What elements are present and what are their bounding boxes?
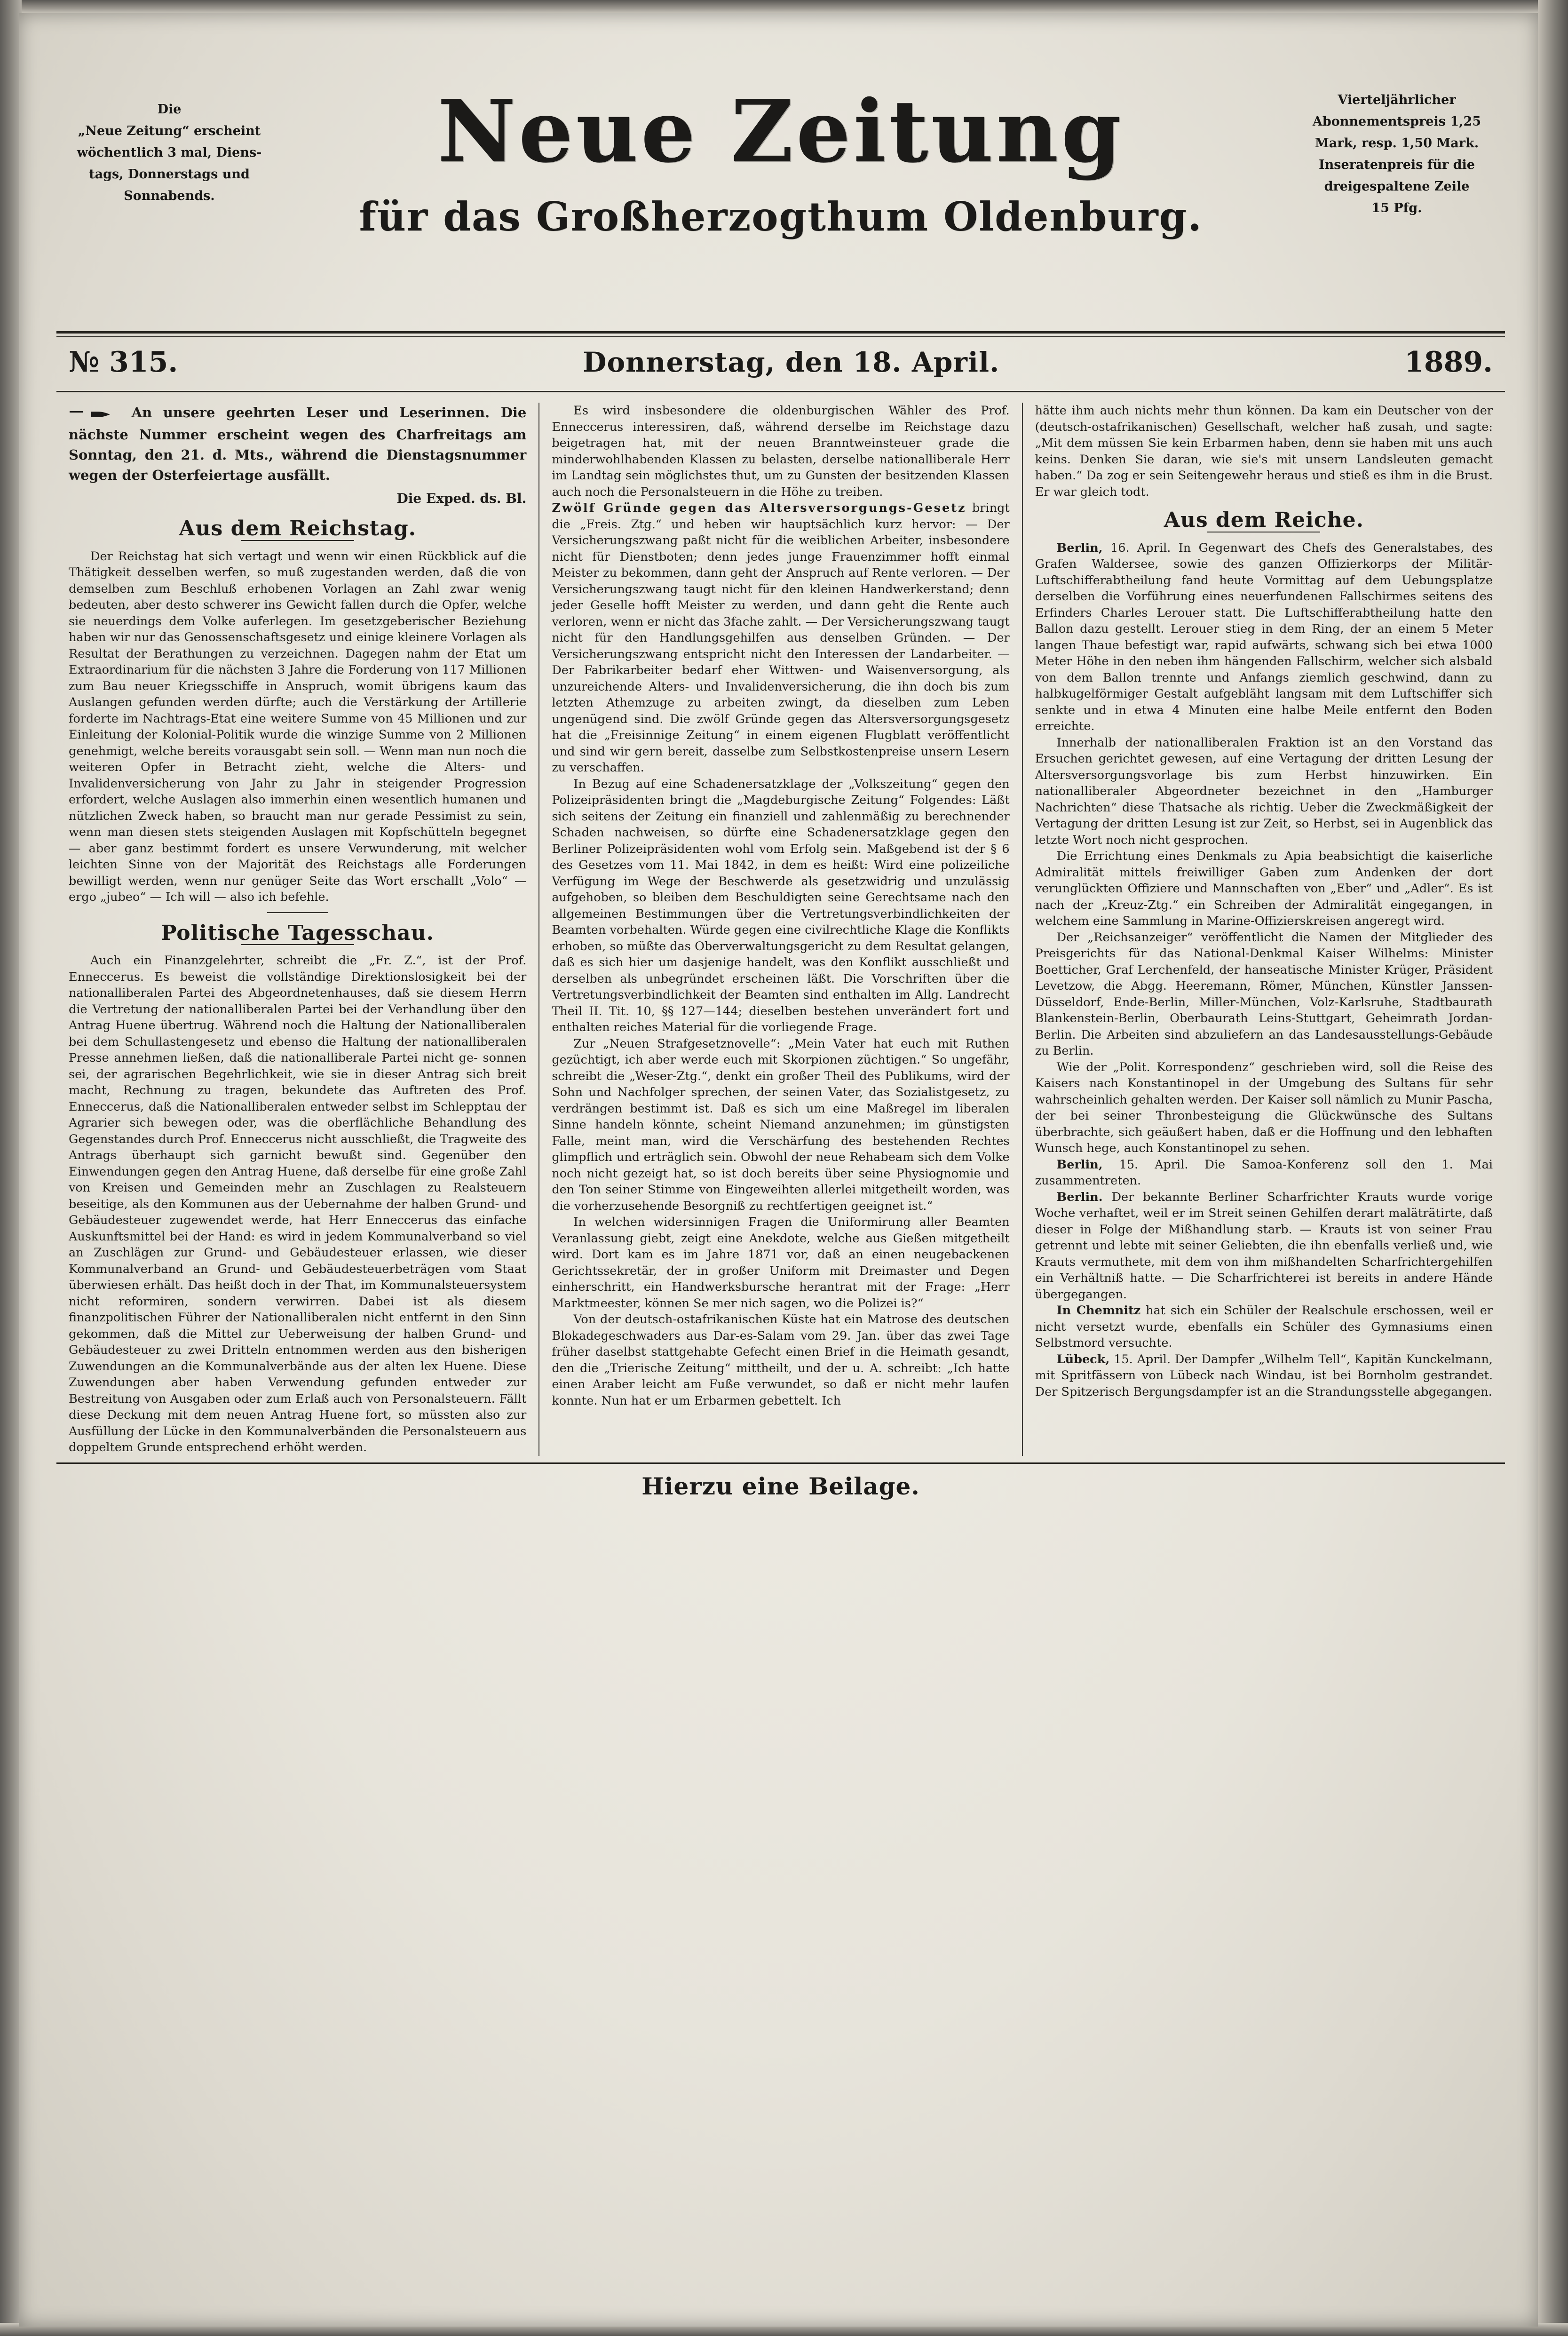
mid-paragraph-1: Es wird insbesondere die oldenburgischen Wähler des Prof. Enneccerus interessiren, daß, während derselbe im Reichstage dazu beigetragen hat, mit der neuen Branntweinsteuer grade die minderwohlhabenden Klassen zu belasten, derselbe nationalliberale Herr im Landtag sein möglichstes thut, um zu Gunsten der besitzenden Klassen auch noch die Personalsteuern in die Höhe zu treiben. [552,404,1010,499]
reader-notice-text: Die nächste Nummer erscheint wegen des Charfreitags am Sonntag, den 21. d. Mts., während die Dienstagsnummer wegen der Osterfeiertage ausfällt. [69,405,527,483]
right-paragraph-8: Der bekannte Berliner Scharfrichter Krauts wurde vorige Woche verhaftet, weil er im Streit seinen Gehilfen derart maläträtirte, daß dieser in Folge der Mißhandlung starb. — Krauts ist von seiner Frau getrennt und lebte mit seiner Geliebten, die ihn ebenfalls verließ und, wie Krauts vermuthete, mit dem von ihm mißhandelten Scharfrichtergehilfen ein Verhältniß hatte. — Die Scharfrichterei ist bereits in andere Hände übergegangen. [1035,1190,1493,1302]
price-line-5: dreigespaltene Zeile [1324,179,1470,194]
scan-edge-top [0,0,1568,14]
mid-paragraph-6: Von der deutsch-ostafrikanischen Küste hat ein Matrose des deutschen Blokadegeschwaders aus Dar-es-Salam vom 29. Jan. über das zwei Tage früher daselbst stattgehabte Gefecht einen Brief in die Heimath gesandt, den die „Trierische Zeitung“ mittheilt, und der u. A. schreibt: „Ich hatte einen Araber leicht am Fuße verwundet, so daß er nicht mehr laufen konnte. Nun hat er um Erbarmen gebettelt. Ich [552,1312,1010,1408]
mid-subheading-1 [552,500,1009,776]
issue-year: 1889. [1404,346,1493,379]
dateline-date-2: 15. April. [1119,1157,1188,1172]
right-news-item-2 [1035,1157,1493,1189]
scan-edge-right [1538,0,1568,2336]
mid-paragraph-4: Zur „Neuen Strafgesetznovelle“: „Mein Vater hat euch mit Ruthen gezüchtigt, ich aber werde euch mit Skorpionen züchtigen.“ So ungefähr, schreibt die „Weser-Ztg.“, denkt ein großer Theil des Publikums, wird der Sohn und Nachfolger sprechen, der seinen Vater, das Sozialistgesetz, zu verdrängen bestimmt ist. Daß es sich um eine Maßregel im liberalen Sinne handeln könnte, scheint Niemand anzunehmen; im günstigsten Falle, meint man, wird die Verschärfung des bestehenden Rechtes glimpflich und erträglich sein. Obwohl der neue Rehabeam sich dem Volke noch nicht gezeigt hat, so ist doch bereits über seine Physiognomie und den Ton seiner Stimme von Eingeweihten allerlei mitgetheilt worden, was die vorherzusehende Besorgniß zu rechtfertigen geeignet ist.“ [552,1036,1010,1213]
dateline-city-1: Berlin, [1056,540,1103,555]
tagesschau-paragraph-1: Auch ein Finanzgelehrter, schreibt die „Fr. Z.“, ist der Prof. Enneccerus. Es beweist die vollständige Direktionslosigkeit bei der nationalliberalen Partei des Abgeordnetenhauses, daß sie diesem Herrn die Vertretung der nationalliberalen Partei bei der Verhandlung über den Antrag Huene übertrug. Während noch die Haltung der Nationalliberalen bei dem Schullastengesetz und ebenso die Haltung der nationalliberalen Presse annehmen ließen, daß die nationalliberale Partei nicht ge- sonnen sei, der agrarischen Begehrlichkeit, wie sie in dieser Antrag sich breit macht, Rechnung zu tragen, bekundete das Auftreten des Prof. Enneccerus, daß die Nationalliberalen entweder selbst im Schlepptau der Agrarier sich bewegen oder, was die oberflächliche Behandlung des Gegenstandes durch Prof. Enneccerus nicht ausschließt, die Tragweite des Antrags überhaupt sich garnicht bewußt sind. Gegenüber den Einwendungen gegen den Antrag Huene, daß derselbe für eine große Zahl von Kreisen und Gemeinden mehr an Zuschlagen zu Realsteuern beseitige, als den Kommunen aus der Uebernahme der halben Grund- und Gebäudesteuer zugewendet werde, hat Herr Enneccerus das einfache Auskunftsmittel bei der Hand: es wird in jedem Kommunalverband so viel an Zuschlägen zur Grund- und Gebäudesteuer erlassen, wie dieser Kommunalverband an Grund- und Gebäudesteuerbeträgen vom Staat überwiesen erhält. Das heißt doch in der That, im Kommunalsteuersystem nicht reformiren, sondern verwirren. Dabei ist als diesem finanzpolitischen Führer der Nationalliberalen nicht entfernt in den Sinn gekommen, daß die Mittel zur Ueberweisung der halben Grund- und Gebäudesteuer zu zwei Dritteln entnommen werden aus den bisherigen Zuwendungen an die Kommunalverbände aus der alten lex Huene. Diese Zuwendungen aber haben Verwendung gefunden entweder zur Bestreitung von Ausgaben oder zum Erlaß auch von Personalsteuern. Fällt diese Deckung mit dem neuen Antrag Huene fort, so müssten also zur Ausfüllung der Lücke in den Kommunalverbänden die Personalsteuern aus doppeltem Grunde entsprechend erhöht werden. [69,953,527,1454]
schedule-line-2: „Neue Zeitung“ erscheint [78,124,261,138]
right-paragraph-4: Die Errichtung eines Denkmals zu Apia beabsichtigt die kaiserliche Admiralität mittels freiwilliger Gaben zum Andenken der dort verunglückten Offiziere und Mannschaften von „Eber“ und „Adler“. Es ist nach der „Kreuz-Ztg.“ ein Schreiben der Admiralität eingegangen, in welchem eine Sammlung in Marine-Offizierskreisen angeregt wird. [1035,849,1493,928]
subscription-price-note [1303,89,1491,219]
right-paragraph-7: Die Samoa-Konferenz soll den 1. Mai zusammentreten. [1035,1157,1493,1188]
price-line-6: 15 Pfg. [1371,201,1422,215]
right-news-item-1 [1035,540,1493,735]
column-left [56,403,539,1456]
newspaper-content [56,71,1505,1503]
schedule-line-1: Die [157,102,182,117]
dateline-city-3: Berlin. [1056,1190,1103,1204]
supplement-notice: Hierzu eine Beilage. [56,1462,1505,1503]
right-paragraph-2: In Gegenwart des Chefs des Generalstabes, des Grafen Waldersee, sowie des ganzen Offizierkorps der Militär-Luftschifferabtheilung fand heute Vormittag auf dem Uebungsplatze derselben die Vorführung eines neuerfundenen Fallschirmes seitens des Erfinders Charles Lerouer statt. Die Luftschifferabtheilung hatte den Ballon dazu gestellt. Lerouer stieg in dem Ring, der an einem 5 Meter langen Thaue befestigt war, rapid aufwärts, schwang sich bei etwa 1000 Meter Höhe in den neben ihm hängenden Fallschirm, welcher sich alsbald von dem Ballon trennte und Anfangs ziemlich geschwind, dann zu halbkugelförmiger Gestalt aufgebläht langsam mit dem Luftschiffer sich senkte und in etwa 4 Minuten eine halbe Meile entfernt den Boden erreichte. [1035,540,1493,733]
dateline-date-1: 16. April. [1110,540,1171,555]
masthead-rule-thick [56,331,1505,334]
newspaper-title: Neue Zeitung [437,81,1124,182]
right-paragraph-10: Der Dampfer „Wilhelm Tell“, Kapitän Kunckelmann, mit Spritfässern von Lübeck nach Windau, ist bei Bornholm gestrandet. Der Spitzerisch Bergungsdampfer ist an die Strandungsstelle abgegangen. [1035,1352,1493,1399]
article-columns [56,391,1505,1456]
section-heading-reichstag: Aus dem Reichstag. [179,516,416,540]
right-paragraph-3: Innerhalb der nationalliberalen Fraktion ist an den Vorstand das Ersuchen gerichtet gewesen, auf eine Vertagung der dritten Lesung der Altersversorgungsvorlage bis zum Herbst hinzuwirken. Ein nationalliberaler Abgeordneter bezeichnet in den „Hamburger Nachrichten“ diese Thatsache als richtig. Ueber die Zweckmäßigkeit der Vertagung der dritten Lesung ist zur Zeit, so Herbst, sei in Augenblick das letzte Wort noch nicht gesprochen. [1035,735,1493,847]
column-middle [539,403,1022,1456]
column-separator-1 [267,912,328,913]
dateline-city-2: Berlin, [1056,1157,1103,1172]
right-paragraph-1: hätte ihm auch nichts mehr thun können. Da kam ein Deutscher von der (deutsch-ostafrikanischen) Gesellschaft, welcher haß zusah, und sagte: „Mit dem müssen Sie kein Erbarmen haben, denn sie haben mit uns auch keins. Denken Sie daran, wie sie's mit unsern Landsleuten gemacht haben.“ Da zog er sein Seitengewehr heraus und stieß es ihm in die Brust. Er war gleich todt. [1035,404,1493,499]
right-news-item-5 [1035,1351,1493,1400]
mid-subheading-1-text: Zwölf Gründe gegen das Altersversorgungs-Gesetz [552,501,966,515]
column-right [1023,403,1505,1456]
right-paragraph-9: hat sich ein Schüler der Realschule erschossen, weil er nicht versetzt wurde, ebenfalls ein Schüler des Gymnasiums einen Selbstmord versuchte. [1035,1303,1493,1350]
newspaper-subtitle: für das Großherzogthum Oldenburg. [359,193,1203,240]
right-news-item-4 [1035,1303,1493,1351]
masthead [56,71,1505,315]
price-line-3: Mark, resp. 1,50 Mark. [1315,136,1479,151]
section-heading-tagesschau: Politische Tagesschau. [161,921,434,945]
price-line-2: Abonnementspreis 1,25 [1312,114,1481,129]
publication-schedule-note [75,99,263,207]
dateline-date-5: 15. April. [1114,1352,1171,1367]
dateline-city-4: In Chemnitz [1056,1303,1141,1318]
right-paragraph-5: Der „Reichsanzeiger“ veröffentlicht die Namen der Mitglieder des Preisgerichts für das National-Denkmal Kaiser Wilhelms: Minister Boetticher, Graf Lerchenfeld, der hanseatische Minister Krüger, Präsident Levetzow, die Abgg. Heeremann, Römer, München, Künstler Janssen-Düsseldorf, Ende-Berlin, Miller-München, Volz-Karlsruhe, Stadtbaurath Blankenstein-Berlin, Oberbaurath Leins-Stuttgart, Geheimrath Jordan-Berlin. Die Arbeiten sind abzuliefern an das Landesausstellungs-Gebäude zu Berlin. [1035,930,1493,1058]
mid-paragraph-5: In welchen widersinnigen Fragen die Uniformirung aller Beamten Veranlassung giebt, zeigt eine Anekdote, welche aus Gießen mitgetheilt wird. Dort kam es im Jahre 1871 vor, daß an einen neugebackenen Gerichtssekretär, der in großer Uniform mit Dreimaster und Degen einherschritt, ein Handwerksbursche herantrat mit der Frage: „Herr Marktmeester, können Se mer nich sagen, wo die Polizei is?“ [552,1215,1010,1311]
schedule-line-3: wöchentlich 3 mal, Diens- [77,145,262,160]
issue-date: Donnerstag, den 18. April. [583,346,1000,378]
right-news-item-3 [1035,1189,1493,1303]
right-paragraph-6: Wie der „Polit. Korrespondenz“ geschrieben wird, soll die Reise des Kaisers nach Konstantinopel in der Umgebung des Sultans für sehr wahrscheinlich gehalten werden. Der Kaiser soll nämlich zu Munir Pascha, der bei seiner Thronbesteigung die Glückwünsche des Sultans überbrachte, sich geäußert haben, daß er die Hoffnung und den lebhaften Wunsch hege, auch Konstantinopel zu sehen. [1035,1060,1493,1155]
issue-number: № 315. [69,346,178,379]
reader-notice-heading: An unsere geehrten Leser und Leserinnen. [131,405,490,421]
dateline-city-5: Lübeck, [1056,1352,1110,1367]
mid-paragraph-3: In Bezug auf eine Schadenersatzklage der „Volkszeitung“ gegen den Polizeipräsidenten bringt die „Magdeburgische Zeitung“ Folgendes: Läßt sich seitens der Zeitung ein finanziell und zahlenmäßig zu berechnender Schaden nachweisen, so dürfte eine Schadenersatzklage gegen den Berliner Polizeipräsidenten wohl vom Erfolg sein. Maßgebend ist der § 6 des Gesetzes vom 11. Mai 1842, in dem es heißt: Wird eine polizeiliche Verfügung im Wege der Beschwerde als gesetzwidrig und unzulässig aufgehoben, so bleiben dem Beschuldigten seine Gerechtsame nach den allgemeinen Bestimmungen über die Vertretungsverbindlichkeiten der Beamten vorbehalten. Würde gegen eine civilrechtliche Klage die Konflikts erhoben, so müßte das Oberverwaltungsgericht zu dem Resultat gelangen, daß es sich hier um dasjenige handelt, was den Konflikt ausschließt und derselben als unbegründet erscheinen läßt. Die Vorschriften über die Vertretungsverbindlichkeit der Beamten sind enthalten im Allg. Landrecht Theil II. Tit. 10, §§ 127—144; dieselben bestehen unverändert fort und enthalten reiches Material für die vorliegende Frage. [552,777,1010,1034]
reader-notice [69,403,526,509]
schedule-line-4: tags, Donnerstags und [89,167,250,182]
mid-paragraph-2: bringt die „Freis. Ztg.“ und heben wir hauptsächlich kurz hervor: — Der Versicherungszwang paßt nicht für die weiblichen Arbeiter, insbesondere nicht für Dienstboten; denn jedes junge Frauenzimmer hofft einmal Meister zu bekommen, dann geht der Anspruch auf Rente verloren. — Der Versicherungszwang taugt nicht für den kleinen Handwerkerstand; denn jeder Geselle hofft Meister zu werden, und dann geht die Rente auch verloren, wenn er nicht das 3fache zahlt. — Der Versicherungszwang taugt nicht für den Handlungsgehilfen aus denselben Gründen. — Der Versicherungszwang entspricht nicht den Interessen der Landarbeiter. — Der Fabrikarbeiter bedarf eher Wittwen- und Waisenversorgung, als unzureichende Alters- und Invalidenversicherung, die ihn doch bis zum letzten Athemzuge zu arbeiten zwingt, da dieselben zum Leben ungenügend sind. Die zwölf Gründe gegen das Altersversorgungsgesetz hat die „Freisinnige Zeitung“ in einem eigenen Flugblatt veröffentlicht und sind wir gern bereit, dasselbe zum Selbstkostenpreise unsern Lesern zu verschaffen. [552,501,1010,775]
price-line-1: Vierteljährlicher [1338,93,1456,107]
issue-line [56,337,1505,386]
price-line-4: Inseratenpreis für die [1319,158,1475,172]
pointing-hand-icon [69,405,116,425]
reichstag-paragraph-1: Der Reichstag hat sich vertagt und wenn wir einen Rückblick auf die Thätigkeit desselben werfen, so muß zugestanden werden, daß die von demselben zum Beschluß erhobenen Vorlagen an Zahl zwar wenig bedeuten, aber desto schwerer ins Gewicht fallen durch die Opfer, welche sie neuerdings dem Volke auferlegen. Im gesetzgeberischer Beziehung haben wir nur das Genossenschaftsgesetz und einige kleinere Vorlagen als Resultat der Berathungen zu verzeichnen. Dagegen nahm der Etat um Extraordinarium für die nächsten 3 Jahre die Forderung von 117 Millionen zum Bau neuer Kriegsschiffe in Anspruch, womit übrigens kaum das Auslangen gefunden werden dürfte; auch die Verstärkung der Artillerie forderte im Nachtrags-Etat eine weitere Summe von 45 Millionen und zur Einleitung der Kolonial-Politik wurde die winzige Summe von 2 Millionen genehmigt, welche bereits vorausgabt sein soll. — Wenn man nun noch die weiteren Opfer in Betracht zieht, welche die Alters- und Invalidenversicherung von Jahr zu Jahr in steigender Progression erfordert, welche Auslagen also immerhin einen wesentlich humanen und nützlichen Zweck haben, so braucht man nur gerade Pessimist zu sein, wenn man diesen stets steigenden Auslagen mit Kopfschütteln begegnet — aber ganz bestimmt fordert es unsere Verwunderung, mit welcher leichten Sinne von der Majorität des Reichstags alle Forderungen bewilligt werden, wenn nur genüger Seite das Wort erschallt „Volo“ — ergo „jubeo“ — Ich will — also ich befehle. [69,549,527,904]
schedule-line-5: Sonnabends. [124,189,215,203]
reader-notice-signature: Die Exped. ds. Bl. [396,491,527,506]
section-heading-aus-dem-reiche: Aus dem Reiche. [1164,508,1364,532]
